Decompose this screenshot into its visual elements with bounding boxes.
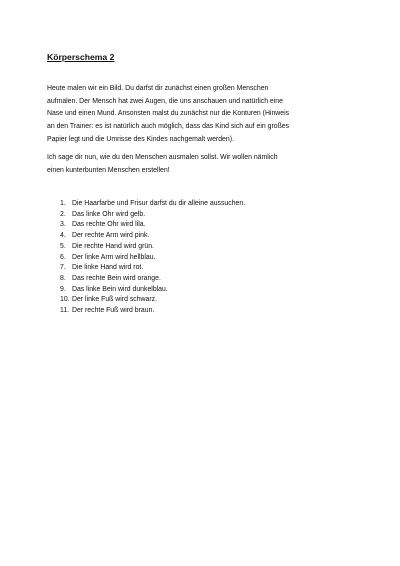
instruction-paragraph: [47, 152, 367, 177]
list-item: [60, 263, 245, 274]
list-item-number: 4.: [60, 232, 66, 240]
intro-line: an den Trainer: es ist natürlich auch möglich, dass das Kind sich auf ein großes: [47, 123, 290, 131]
list-item: [60, 285, 245, 296]
list-item-number: 5.: [60, 242, 66, 250]
coloring-instructions-list: [60, 199, 245, 317]
list-item: [60, 210, 245, 221]
intro-paragraph: [47, 83, 367, 147]
list-item-text: Die rechte Hand wird grün.: [72, 242, 154, 250]
list-item: [60, 220, 245, 231]
instruction-line: einen kunterbunten Menschen erstellen!: [47, 166, 170, 174]
list-item-text: Das rechte Ohr wird lila.: [72, 221, 146, 229]
intro-line: aufmalen. Der Mensch hat zwei Augen, die uns anschauen und natürlich eine: [47, 97, 283, 105]
intro-line: Papier legt und die Umrisse des Kindes nachgemalt werden).: [47, 135, 234, 143]
list-item: [60, 306, 245, 317]
list-item: [60, 253, 245, 264]
list-item-number: 9.: [60, 285, 66, 293]
intro-line: Heute malen wir ein Bild. Du darfst dir zunächst einen großen Menschen: [47, 85, 269, 92]
document-title: Körperschema 2: [47, 52, 115, 62]
list-item-number: 10.: [60, 296, 70, 304]
list-item: [60, 295, 245, 306]
list-item-number: 3.: [60, 221, 66, 229]
list-item-text: Der linke Fuß wird schwarz.: [72, 296, 158, 304]
list-item-text: Die linke Hand wird rot.: [72, 264, 144, 272]
list-item-number: 1.: [60, 200, 66, 207]
list-item-number: 6.: [60, 253, 66, 261]
list-item-number: 8.: [60, 274, 66, 282]
list-item-text: Das rechte Bein wird orange.: [72, 274, 161, 282]
intro-line: Nase und einen Mund. Ansonsten malst du zunächst nur die Konturen (Hinweis: [47, 110, 290, 118]
list-item: [60, 231, 245, 242]
list-item-number: 2.: [60, 210, 66, 218]
list-item-text: Der linke Arm wird hellblau.: [72, 253, 156, 261]
list-item-number: 7.: [60, 264, 66, 272]
list-item-text: Das linke Bein wird dunkelblau.: [72, 285, 168, 293]
list-item-text: Der rechte Arm wird pink.: [72, 232, 150, 240]
list-item-text: Das linke Ohr wird gelb.: [72, 210, 146, 218]
list-item-text: Der rechte Fuß wird braun.: [72, 307, 155, 315]
list-item: [60, 242, 245, 253]
instruction-line: Ich sage dir nun, wie du den Menschen ausmalen sollst. Wir wollen nämlich: [47, 154, 278, 161]
list-item: [60, 274, 245, 285]
list-item-number: 11.: [60, 307, 70, 315]
list-item: [60, 199, 245, 210]
list-item-text: Die Haarfarbe und Frisur darfst du dir alleine aussuchen.: [72, 200, 246, 207]
